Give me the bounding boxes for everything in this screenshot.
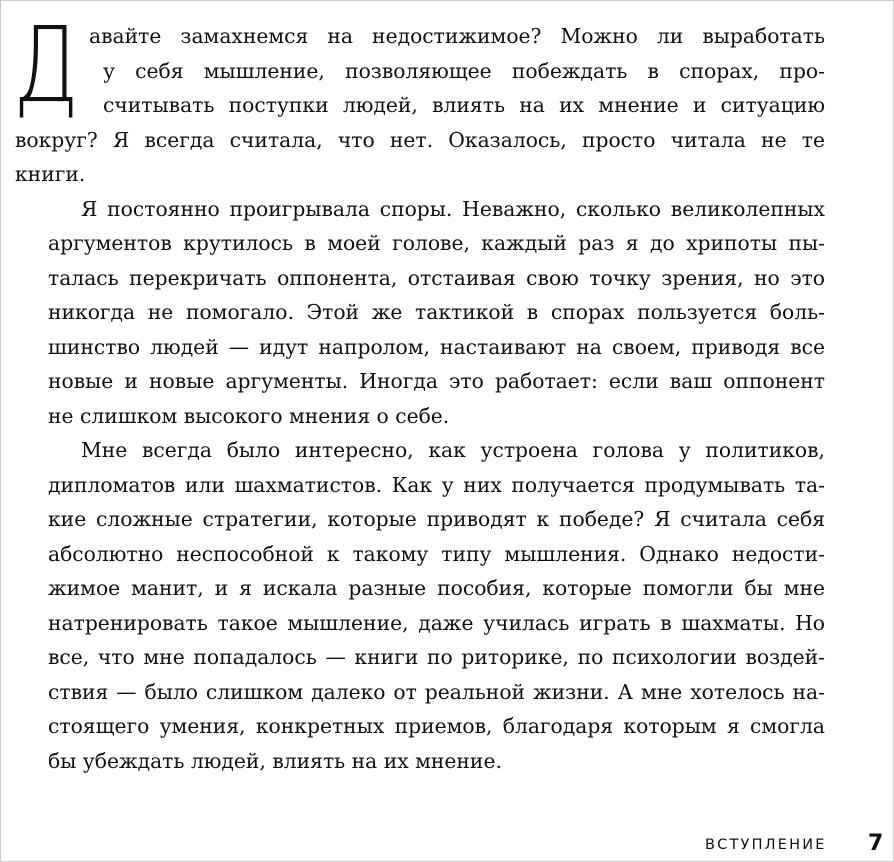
paragraph-2 — [15, 192, 825, 434]
text-line: дипломатов или шахматистов. Как у них получается продумывать та- — [48, 472, 825, 497]
text-line: Я постоянно проигрывала споры. Неважно, сколько великолепных — [81, 196, 825, 221]
text-line: книги. — [15, 162, 86, 186]
text-line: талась перекричать оппонента, отстаивая свою точку зрения, но это — [48, 265, 825, 290]
drop-cap: Д — [13, 4, 80, 126]
text-line: аргументов крутилось в моей голове, каждый раз я до хрипоты пы- — [48, 231, 825, 255]
text-line: считывать поступки людей, влиять на их мнение и ситуацию — [103, 93, 825, 117]
paragraph-3 — [15, 433, 825, 778]
page-body — [13, 4, 825, 778]
text-line: у себя мышление, позволяющее побеждать в спорах, про- — [103, 58, 825, 83]
text-line: стоящего умения, конкретных приемов, благодаря которым я смогла — [48, 714, 825, 738]
text-line: вокруг? Я всегда считала, что нет. Оказалось, просто читала не те — [15, 127, 825, 152]
page-footer — [1, 831, 894, 861]
text-line: ствия — было слишком далеко от реальной жизни. А мне хотелось на- — [48, 679, 825, 704]
section-title: ВСТУПЛЕНИЕ — [705, 837, 827, 853]
text-line: все, что мне попадалось — книги по риторике, по психологии воздей- — [48, 645, 825, 669]
text-line: абсолютно неспособной к такому типу мышления. Однако недости- — [48, 541, 825, 566]
page-number: 7 — [868, 831, 884, 856]
text-line: не слишком высокого мнения о себе. — [48, 403, 450, 428]
text-line: новые и новые аргументы. Иногда это работает: если ваш оппонент — [48, 369, 825, 393]
text-line: Мне всегда было интересно, как устроена голова у политиков, — [81, 438, 825, 462]
paragraph-1 — [13, 4, 825, 192]
text-line: кие сложные стратегии, которые приводят к победе? Я считала себя — [48, 507, 825, 531]
text-line: шинство людей — идут напролом, настаивают на своем, приводя все — [48, 334, 825, 359]
text-line: никогда не помогало. Этой же тактикой в спорах пользуется боль- — [48, 300, 825, 324]
text-line: авайте замахнемся на недостижимое? Можно ли выработать — [89, 24, 825, 48]
text-line: жимое манит, и я искала разные пособия, которые помогли бы мне — [48, 576, 825, 600]
text-line: бы убеждать людей, влиять на их мнение. — [48, 748, 502, 773]
text-line: натренировать такое мышление, даже училась играть в шахматы. Но — [48, 610, 825, 635]
